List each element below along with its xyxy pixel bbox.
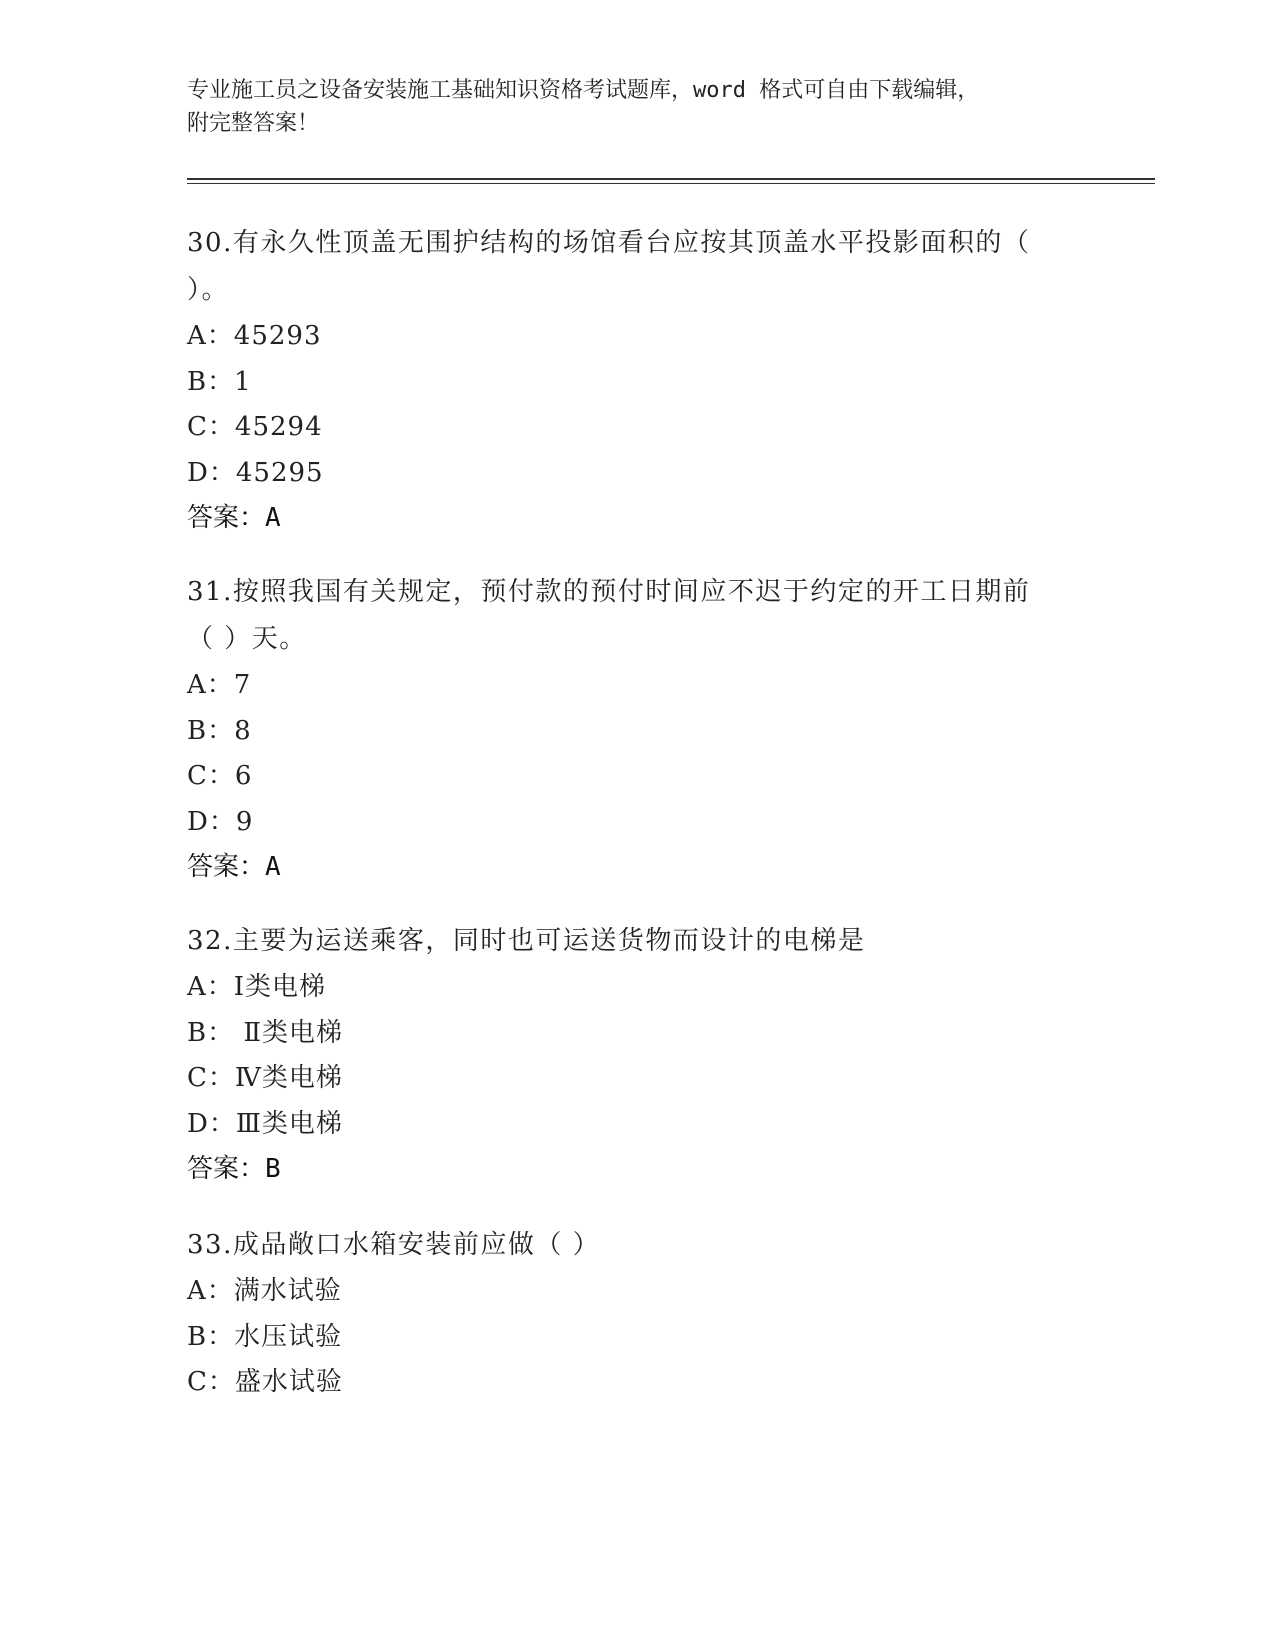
option-letter: A：: [187, 972, 234, 1002]
option-letter: A：: [187, 670, 234, 700]
question-stem-continued: （ ）天。: [187, 624, 307, 654]
option-c: [187, 1056, 1087, 1102]
option-text: 45294: [234, 412, 323, 442]
option-text: 盛水试验: [234, 1367, 343, 1397]
option-c: [187, 754, 1087, 800]
header-line-2: 附完整答案！: [187, 111, 320, 136]
option-c: [187, 405, 1087, 451]
header-divider: [187, 178, 1155, 184]
option-text: 1: [234, 366, 252, 397]
option-text: Ⅱ类电梯: [234, 1017, 344, 1048]
question-stem: [187, 918, 1087, 965]
option-text: 45293: [233, 321, 322, 351]
option-letter: C：: [187, 1063, 235, 1093]
document-header: [187, 74, 1067, 140]
option-a: [187, 965, 1087, 1011]
option-text: 水压试验: [234, 1321, 343, 1352]
question-30: [187, 220, 1087, 542]
question-stem: [187, 220, 1087, 267]
question-text: 有永久性顶盖无围护结构的场馆看台应按其顶盖水平投影面积的（: [232, 228, 1031, 258]
option-letter: D：: [187, 1108, 236, 1139]
question-text: 成品敞口水箱安装前应做（ ）: [232, 1230, 601, 1260]
option-b: [187, 1315, 1087, 1361]
option-letter: B：: [187, 1017, 235, 1048]
question-number: 31.: [187, 577, 233, 607]
option-text: 满水试验: [233, 1276, 342, 1306]
question-text: 主要为运送乘客，同时也可运送货物而设计的电梯是: [232, 926, 866, 956]
option-b: [187, 360, 1087, 406]
option-d: [187, 1102, 1087, 1148]
option-b: [187, 1011, 1087, 1057]
option-letter: C：: [187, 1367, 235, 1397]
option-letter: A：: [187, 321, 234, 351]
question-stem-continued: ）。: [187, 275, 230, 305]
option-d: [187, 451, 1087, 497]
option-d: [187, 800, 1087, 846]
answer-label: 答案：A: [187, 503, 281, 533]
question-31: [187, 569, 1087, 891]
option-letter: B：: [187, 715, 235, 746]
option-letter: B：: [187, 1321, 235, 1352]
option-a: [187, 1269, 1087, 1315]
option-text: Ⅰ类电梯: [233, 972, 327, 1002]
question-number: 32.: [187, 926, 233, 956]
option-text: 9: [235, 806, 254, 837]
option-text: 45295: [235, 457, 324, 488]
option-text: 7: [233, 670, 252, 700]
question-stem: [187, 1222, 1087, 1269]
option-letter: D：: [187, 806, 236, 837]
option-text: Ⅲ类电梯: [235, 1108, 343, 1139]
option-letter: C：: [187, 761, 235, 791]
question-32: [187, 918, 1087, 1193]
option-b: [187, 709, 1087, 755]
answer-label: 答案：B: [187, 1154, 281, 1184]
question-text: 按照我国有关规定，预付款的预付时间应不迟于约定的开工日期前: [232, 577, 1031, 607]
answer-label: 答案：A: [187, 852, 281, 882]
option-c: [187, 1360, 1087, 1406]
option-letter: A：: [187, 1276, 234, 1306]
option-a: [187, 314, 1087, 360]
option-letter: D：: [187, 457, 236, 488]
option-text: 8: [234, 715, 252, 746]
option-text: Ⅳ类电梯: [234, 1063, 343, 1093]
option-text: 6: [234, 761, 253, 791]
question-number: 33.: [187, 1230, 233, 1260]
header-line-1: 专业施工员之设备安装施工基础知识资格考试题库，word 格式可自由下载编辑，: [187, 78, 980, 103]
question-stem: [187, 569, 1087, 616]
question-33: [187, 1222, 1087, 1406]
option-letter: B：: [187, 366, 235, 397]
option-a: [187, 663, 1087, 709]
option-letter: C：: [187, 412, 235, 442]
question-number: 30.: [187, 228, 233, 258]
